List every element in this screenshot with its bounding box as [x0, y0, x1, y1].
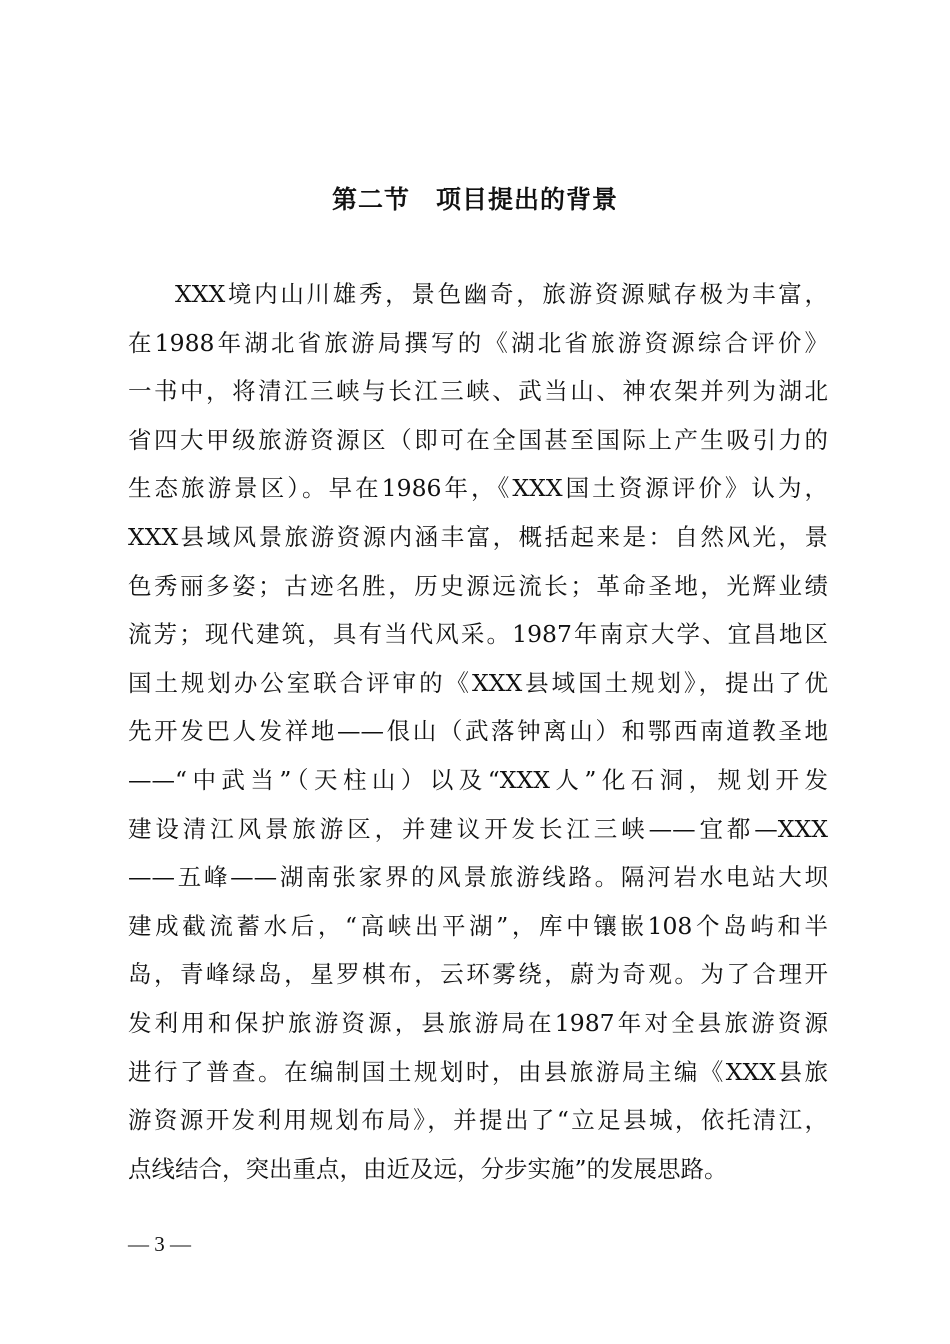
paragraph-line: ——“中武当”（天柱山）以及“XXX人”化石洞，规划开发	[128, 765, 828, 794]
paragraph-line: 建成截流蓄水后，“高峡出平湖”，库中镶嵌108个岛屿和半	[128, 911, 828, 940]
body-paragraph	[128, 270, 828, 1193]
paragraph-line: 建设清江风景旅游区，并建议开发长江三峡——宜都—XXX	[128, 814, 828, 843]
page-number: — 3 —	[128, 1232, 191, 1256]
paragraph-line: 生态旅游景区）。早在1986年，《XXX国土资源评价》认为，	[128, 474, 828, 503]
paragraph-line: 一书中，将清江三峡与长江三峡、武当山、神农架并列为湖北	[128, 377, 828, 406]
paragraph-line: 色秀丽多姿；古迹名胜，历史源远流长；革命圣地，光辉业绩	[128, 571, 828, 600]
paragraph-line: XXX境内山川雄秀，景色幽奇，旅游资源赋存极为丰富，	[175, 280, 828, 308]
paragraph-line: 岛，青峰绿岛，星罗棋布，云环雾绕，蔚为奇观。为了合理开	[128, 960, 828, 989]
paragraph-line: 发利用和保护旅游资源，县旅游局在1987年对全县旅游资源	[128, 1008, 828, 1037]
paragraph-line: 省四大甲级旅游资源区（即可在全国甚至国际上产生吸引力的	[128, 425, 828, 454]
paragraph-line: 国土规划办公室联合评审的《XXX县域国土规划》，提出了优	[128, 668, 828, 697]
paragraph-line: 点线结合，突出重点，由近及远，分步实施”的发展思路。	[128, 1154, 728, 1183]
paragraph-line: 先开发巴人发祥地——佷山（武落钟离山）和鄂西南道教圣地	[128, 717, 828, 746]
paragraph-line: ——五峰——湖南张家界的风景旅游线路。隔河岩水电站大坝	[128, 863, 828, 892]
paragraph-line: 在1988年湖北省旅游局撰写的《湖北省旅游资源综合评价》	[128, 328, 828, 357]
paragraph-line: 流芳；现代建筑，具有当代风采。1987年南京大学、宜昌地区	[128, 620, 828, 649]
section-title: 第二节 项目提出的背景	[331, 185, 618, 214]
paragraph-line: XXX县域风景旅游资源内涵丰富，概括起来是：自然风光，景	[128, 522, 828, 551]
paragraph-line: 进行了普查。在编制国土规划时，由县旅游局主编《XXX县旅	[128, 1057, 828, 1086]
paragraph-line: 游资源开发利用规划布局》，并提出了“立足县城，依托清江，	[128, 1106, 828, 1135]
